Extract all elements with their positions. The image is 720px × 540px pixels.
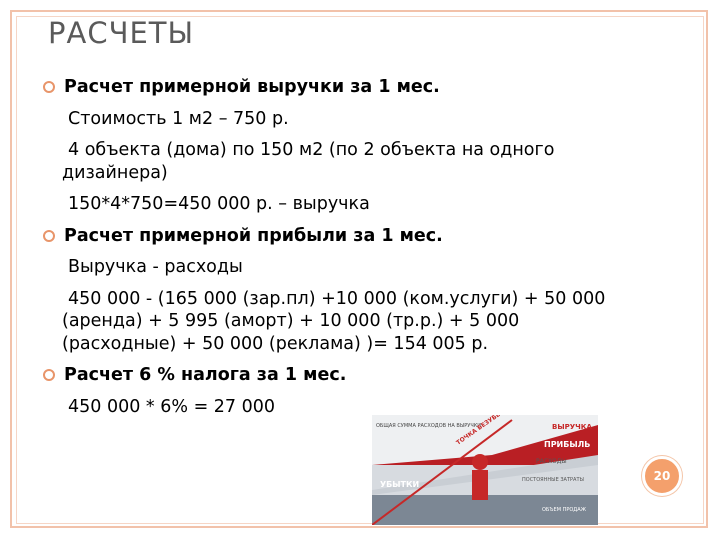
bullet-icon [42, 229, 56, 243]
bullet-heading-tax: Расчет 6 % налога за 1 мес. [40, 364, 620, 387]
chart-label: УБЫТКИ [380, 480, 420, 489]
chart-label: ВЫРУЧКА [552, 423, 592, 431]
chart-label: ОБЪЕМ ПРОДАЖ [542, 507, 587, 513]
bullet-icon [42, 368, 56, 382]
bullet-heading-revenue: Расчет примерной выручки за 1 мес. [40, 76, 620, 99]
page-number-badge: 20 [642, 456, 682, 496]
bullet-icon [42, 80, 56, 94]
chart-label: РАСХОДЫ [536, 458, 567, 465]
slide-title: РАСЧЕТЫ [48, 16, 195, 50]
chart-label: ПОСТОЯННЫЕ ЗАТРАТЫ [522, 477, 584, 483]
slide-body [40, 76, 620, 418]
text-line: Стоимость 1 м2 – 750 р. [68, 108, 289, 129]
chart-label: ОБЩАЯ СУММА РАСХОДОВ НА ВЫРУЧКИ [376, 423, 482, 429]
text-line: Выручка - расходы [68, 257, 243, 277]
text-line: 4 объекта (дома) по 150 м2 (по 2 объекта на одного дизайнера) [62, 140, 555, 183]
text-line: 450 000 * 6% = 27 000 [68, 396, 276, 417]
text-line: 450 000 - (165 000 (зар.пл) +10 000 (ком.услуги) + 50 000 (аренда) + 5 995 (аморт) + 10 000 (тр.р.) + 5 000 (расходные) + 50 000 (реклама) )= 154 005 р. [62, 288, 606, 354]
chart-label: ПРИБЫЛЬ [544, 440, 591, 449]
bullet-heading-profit: Расчет примерной прибыли за 1 мес. [40, 225, 620, 248]
text-line: 150*4*750=450 000 р. – выручка [68, 194, 370, 214]
breakeven-chart-image [372, 415, 598, 525]
